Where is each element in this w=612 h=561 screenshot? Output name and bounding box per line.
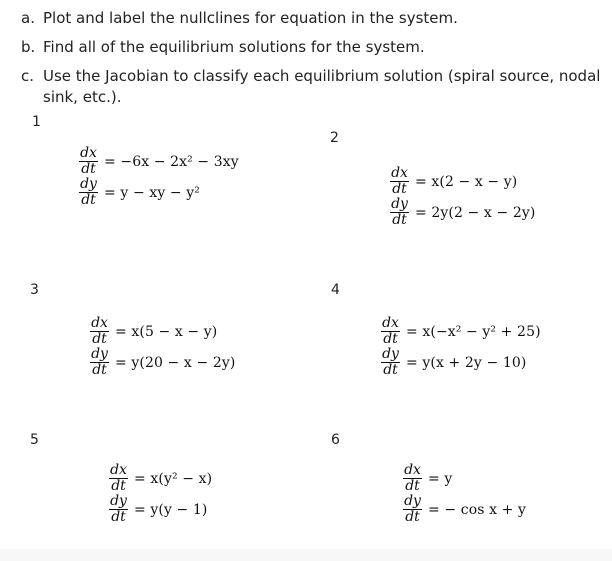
instruction-b-text: Find all of the equilibrium solutions for the system. [43, 38, 425, 56]
system-2 [390, 166, 535, 228]
system-3-dx-equation [90, 316, 235, 347]
instruction-b-letter: b. [21, 38, 36, 56]
instruction-c-letter: c. [21, 67, 35, 85]
dx-dt-fraction [109, 463, 128, 494]
dt-denominator: dt [405, 478, 420, 494]
system-number-4: 4 [331, 282, 340, 298]
dt-denominator: dt [111, 509, 126, 525]
system-number-6: 6 [331, 432, 340, 448]
dx-dt-fraction [390, 166, 409, 197]
system-4-dx-rhs: = x(−x² − y² + 25) [406, 323, 541, 340]
system-number-5: 5 [30, 432, 39, 448]
system-3-dy-equation [90, 347, 235, 378]
dy-dt-fraction [90, 347, 109, 378]
system-6 [403, 463, 526, 525]
dt-denominator: dt [383, 362, 398, 378]
dy-dt-fraction [381, 347, 400, 378]
dy-numerator: dy [80, 176, 97, 192]
system-6-dx-rhs: = y [428, 470, 453, 487]
system-1-dx-equation [79, 146, 239, 177]
dt-denominator: dt [392, 181, 407, 197]
dx-dt-fraction [79, 146, 98, 177]
system-3 [90, 316, 235, 378]
dx-dt-fraction [90, 316, 109, 347]
system-4-dy-equation [381, 347, 541, 378]
dt-denominator: dt [111, 478, 126, 494]
dt-denominator: dt [92, 362, 107, 378]
dx-numerator: dx [91, 315, 108, 331]
system-3-dx-rhs: = x(5 − x − y) [115, 323, 218, 340]
dt-denominator: dt [392, 212, 407, 228]
system-number-1: 1 [32, 114, 41, 130]
system-4 [381, 316, 541, 378]
dx-dt-fraction [381, 316, 400, 347]
system-3-dy-rhs: = y(20 − x − 2y) [115, 354, 236, 371]
system-6-dy-equation [403, 494, 526, 525]
instruction-a [21, 8, 601, 29]
system-6-dx-equation [403, 463, 526, 494]
system-5-dx-equation [109, 463, 212, 494]
system-number-3: 3 [30, 282, 39, 298]
system-5 [109, 463, 212, 525]
dt-denominator: dt [81, 192, 96, 208]
system-number-2: 2 [330, 130, 339, 146]
system-4-dx-equation [381, 316, 541, 347]
dt-denominator: dt [92, 331, 107, 347]
dy-numerator: dy [91, 346, 108, 362]
instruction-b [21, 37, 601, 58]
dy-numerator: dy [391, 196, 408, 212]
system-1-dx-rhs: = −6x − 2x² − 3xy [104, 153, 239, 170]
dy-dt-fraction [79, 177, 98, 208]
dx-numerator: dx [404, 462, 421, 478]
system-1-dy-rhs: = y − xy − y² [104, 184, 200, 201]
system-4-dy-rhs: = y(x + 2y − 10) [406, 354, 527, 371]
dx-numerator: dx [382, 315, 399, 331]
dt-denominator: dt [405, 509, 420, 525]
system-5-dx-rhs: = x(y² − x) [134, 470, 213, 487]
system-5-dy-rhs: = y(y − 1) [134, 501, 208, 518]
dy-numerator: dy [110, 493, 127, 509]
system-2-dx-rhs: = x(2 − x − y) [415, 173, 518, 190]
system-1-dy-equation [79, 177, 239, 208]
instruction-c [21, 66, 601, 108]
dx-numerator: dx [80, 145, 97, 161]
dy-numerator: dy [404, 493, 421, 509]
instruction-c-text-line1: Use the Jacobian to classify each equilibrium solution (spiral source, nodal [43, 67, 601, 85]
instruction-a-text: Plot and label the nullclines for equation in the system. [43, 9, 458, 27]
system-2-dy-equation [390, 197, 535, 228]
dt-denominator: dt [81, 161, 96, 177]
system-2-dy-rhs: = 2y(2 − x − 2y) [415, 204, 536, 221]
dx-numerator: dx [391, 165, 408, 181]
bottom-edge [0, 549, 612, 561]
instruction-a-letter: a. [21, 9, 35, 27]
system-2-dx-equation [390, 166, 535, 197]
system-6-dy-rhs: = − cos x + y [428, 501, 527, 518]
dy-dt-fraction [109, 494, 128, 525]
instruction-c-text-line2: sink, etc.). [43, 88, 122, 106]
dy-dt-fraction [403, 494, 422, 525]
dx-dt-fraction [403, 463, 422, 494]
dt-denominator: dt [383, 331, 398, 347]
system-5-dy-equation [109, 494, 212, 525]
dx-numerator: dx [110, 462, 127, 478]
dy-dt-fraction [390, 197, 409, 228]
dy-numerator: dy [382, 346, 399, 362]
system-1 [79, 146, 239, 208]
